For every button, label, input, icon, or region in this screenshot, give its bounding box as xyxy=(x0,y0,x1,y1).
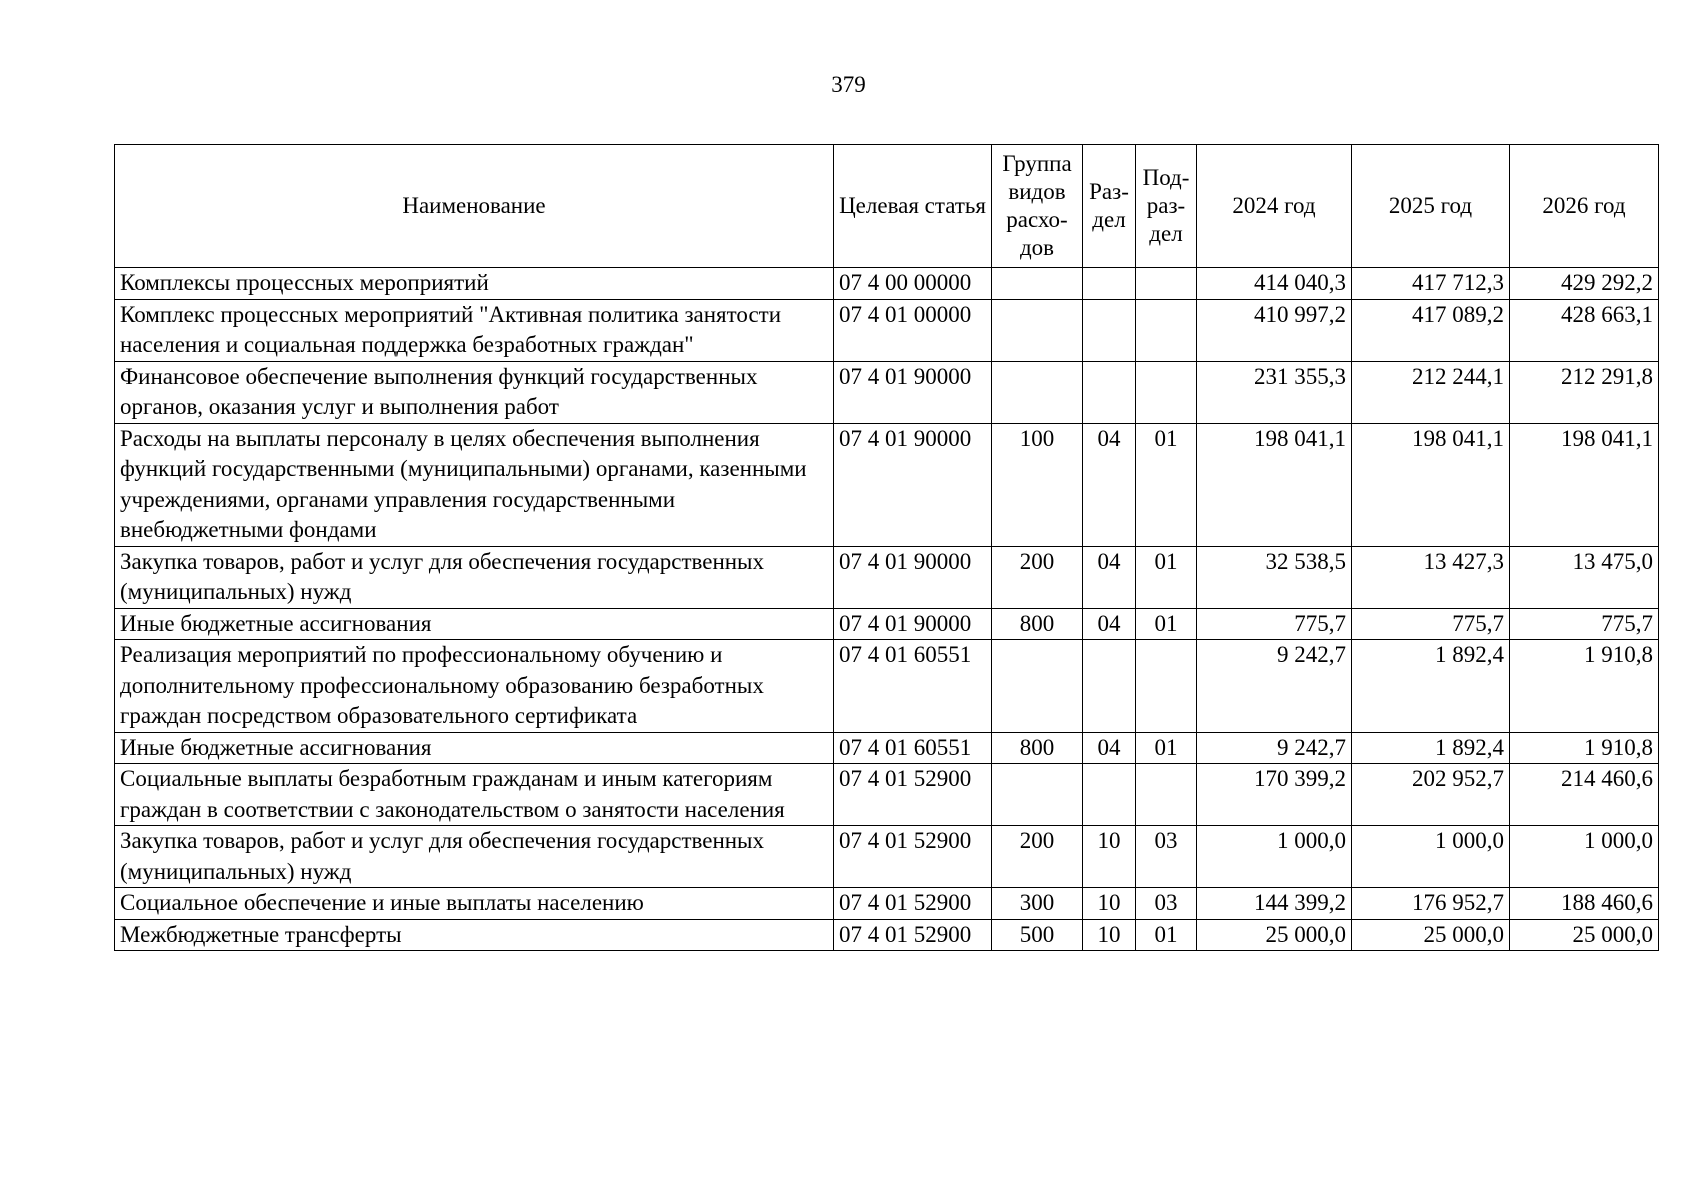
row-name: Комплекс процессных мероприятий "Активная политика занятости населения и социальная поддержка безработных граждан" xyxy=(115,299,834,361)
table-row xyxy=(115,919,1659,951)
table-row xyxy=(115,546,1659,608)
row-subsection: 01 xyxy=(1136,919,1197,951)
row-value-2024: 414 040,3 xyxy=(1197,268,1352,300)
row-expense-group xyxy=(992,299,1083,361)
row-target-article: 07 4 01 00000 xyxy=(834,299,992,361)
table-row xyxy=(115,826,1659,888)
row-target-article: 07 4 01 52900 xyxy=(834,919,992,951)
row-name: Социальное обеспечение и иные выплаты населению xyxy=(115,888,834,920)
row-target-article: 07 4 01 60551 xyxy=(834,640,992,733)
row-value-2026: 1 910,8 xyxy=(1510,732,1659,764)
table-row xyxy=(115,640,1659,733)
row-expense-group xyxy=(992,640,1083,733)
row-subsection xyxy=(1136,640,1197,733)
row-name: Финансовое обеспечение выполнения функций государственных органов, оказания услуг и выполнения работ xyxy=(115,361,834,423)
row-value-2024: 25 000,0 xyxy=(1197,919,1352,951)
table-row xyxy=(115,268,1659,300)
row-name: Закупка товаров, работ и услуг для обеспечения государственных (муниципальных) нужд xyxy=(115,826,834,888)
row-name: Межбюджетные трансферты xyxy=(115,919,834,951)
row-value-2026: 25 000,0 xyxy=(1510,919,1659,951)
row-value-2024: 32 538,5 xyxy=(1197,546,1352,608)
row-value-2026: 198 041,1 xyxy=(1510,423,1659,546)
row-target-article: 07 4 01 90000 xyxy=(834,361,992,423)
row-section xyxy=(1083,640,1136,733)
row-value-2025: 1 892,4 xyxy=(1352,640,1510,733)
header-year-2026: 2026 год xyxy=(1510,145,1659,268)
header-name: Наименование xyxy=(115,145,834,268)
table-row xyxy=(115,299,1659,361)
row-expense-group: 800 xyxy=(992,732,1083,764)
row-value-2025: 202 952,7 xyxy=(1352,764,1510,826)
row-value-2026: 214 460,6 xyxy=(1510,764,1659,826)
table-row xyxy=(115,608,1659,640)
row-target-article: 07 4 01 52900 xyxy=(834,764,992,826)
table-row xyxy=(115,764,1659,826)
row-value-2024: 1 000,0 xyxy=(1197,826,1352,888)
row-subsection xyxy=(1136,299,1197,361)
row-expense-group: 500 xyxy=(992,919,1083,951)
row-value-2024: 775,7 xyxy=(1197,608,1352,640)
row-section: 04 xyxy=(1083,608,1136,640)
row-target-article: 07 4 00 00000 xyxy=(834,268,992,300)
row-target-article: 07 4 01 90000 xyxy=(834,423,992,546)
row-value-2026: 1 910,8 xyxy=(1510,640,1659,733)
row-expense-group: 300 xyxy=(992,888,1083,920)
row-expense-group: 800 xyxy=(992,608,1083,640)
header-row xyxy=(115,145,1659,268)
row-value-2025: 25 000,0 xyxy=(1352,919,1510,951)
row-subsection: 03 xyxy=(1136,826,1197,888)
row-subsection: 01 xyxy=(1136,608,1197,640)
row-name: Иные бюджетные ассигнования xyxy=(115,732,834,764)
row-value-2024: 198 041,1 xyxy=(1197,423,1352,546)
row-subsection: 01 xyxy=(1136,732,1197,764)
row-section: 10 xyxy=(1083,826,1136,888)
row-value-2026: 212 291,8 xyxy=(1510,361,1659,423)
row-section xyxy=(1083,268,1136,300)
header-subsection: Под-раз-дел xyxy=(1136,145,1197,268)
row-section xyxy=(1083,361,1136,423)
header-year-2024: 2024 год xyxy=(1197,145,1352,268)
row-expense-group xyxy=(992,361,1083,423)
row-subsection xyxy=(1136,361,1197,423)
table-row xyxy=(115,361,1659,423)
page-number: 379 xyxy=(831,72,866,97)
row-subsection: 01 xyxy=(1136,423,1197,546)
row-value-2024: 144 399,2 xyxy=(1197,888,1352,920)
row-section xyxy=(1083,299,1136,361)
row-section: 10 xyxy=(1083,919,1136,951)
row-value-2026: 1 000,0 xyxy=(1510,826,1659,888)
row-target-article: 07 4 01 90000 xyxy=(834,546,992,608)
row-target-article: 07 4 01 52900 xyxy=(834,826,992,888)
row-name: Иные бюджетные ассигнования xyxy=(115,608,834,640)
row-expense-group: 100 xyxy=(992,423,1083,546)
header-expense-group: Группа видов расхо-дов xyxy=(992,145,1083,268)
row-section: 04 xyxy=(1083,732,1136,764)
table-row xyxy=(115,888,1659,920)
row-value-2025: 176 952,7 xyxy=(1352,888,1510,920)
row-value-2024: 9 242,7 xyxy=(1197,732,1352,764)
table-row xyxy=(115,732,1659,764)
row-value-2026: 13 475,0 xyxy=(1510,546,1659,608)
row-expense-group: 200 xyxy=(992,546,1083,608)
row-expense-group xyxy=(992,268,1083,300)
row-value-2024: 231 355,3 xyxy=(1197,361,1352,423)
row-value-2025: 1 892,4 xyxy=(1352,732,1510,764)
row-value-2025: 13 427,3 xyxy=(1352,546,1510,608)
row-value-2025: 198 041,1 xyxy=(1352,423,1510,546)
row-subsection xyxy=(1136,764,1197,826)
row-target-article: 07 4 01 60551 xyxy=(834,732,992,764)
row-value-2024: 410 997,2 xyxy=(1197,299,1352,361)
row-value-2026: 775,7 xyxy=(1510,608,1659,640)
row-name: Закупка товаров, работ и услуг для обеспечения государственных (муниципальных) нужд xyxy=(115,546,834,608)
row-section: 04 xyxy=(1083,546,1136,608)
row-name: Социальные выплаты безработным гражданам и иным категориям граждан в соответствии с законодательством о занятости населения xyxy=(115,764,834,826)
row-name: Комплексы процессных мероприятий xyxy=(115,268,834,300)
row-subsection: 01 xyxy=(1136,546,1197,608)
row-name: Реализация мероприятий по профессиональному обучению и дополнительному профессиональному образованию безработных граждан посредством образовательного сертификата xyxy=(115,640,834,733)
table-row xyxy=(115,423,1659,546)
row-value-2025: 417 089,2 xyxy=(1352,299,1510,361)
row-section: 10 xyxy=(1083,888,1136,920)
row-name: Расходы на выплаты персоналу в целях обеспечения выполнения функций государственными (муниципальными) органами, казенными учреждениями, органами управления государственными внебюджетными фондами xyxy=(115,423,834,546)
row-value-2025: 775,7 xyxy=(1352,608,1510,640)
header-section: Раз-дел xyxy=(1083,145,1136,268)
row-value-2025: 417 712,3 xyxy=(1352,268,1510,300)
row-section xyxy=(1083,764,1136,826)
row-target-article: 07 4 01 52900 xyxy=(834,888,992,920)
row-value-2025: 1 000,0 xyxy=(1352,826,1510,888)
row-value-2024: 170 399,2 xyxy=(1197,764,1352,826)
row-section: 04 xyxy=(1083,423,1136,546)
row-value-2026: 429 292,2 xyxy=(1510,268,1659,300)
row-subsection: 03 xyxy=(1136,888,1197,920)
row-value-2026: 428 663,1 xyxy=(1510,299,1659,361)
row-value-2025: 212 244,1 xyxy=(1352,361,1510,423)
header-target-article: Целевая статья xyxy=(834,145,992,268)
header-year-2025: 2025 год xyxy=(1352,145,1510,268)
row-target-article: 07 4 01 90000 xyxy=(834,608,992,640)
row-value-2024: 9 242,7 xyxy=(1197,640,1352,733)
row-expense-group: 200 xyxy=(992,826,1083,888)
row-value-2026: 188 460,6 xyxy=(1510,888,1659,920)
row-subsection xyxy=(1136,268,1197,300)
row-expense-group xyxy=(992,764,1083,826)
budget-table xyxy=(114,144,1659,951)
